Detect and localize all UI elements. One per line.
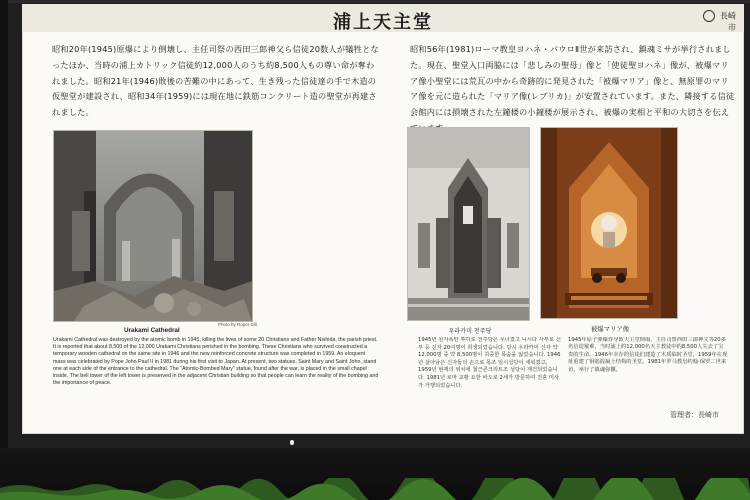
grass xyxy=(0,478,750,500)
english-caption-title: Urakami Cathedral xyxy=(124,327,180,334)
shrine-illustration xyxy=(541,128,677,318)
maria-photo-caption: 被爆マリア像 xyxy=(590,325,630,333)
korean-description: 1945년 원자폭탄 투하로 천주당은 무너졌고 니시다 사부로 신부 등 신자 20여명이 희생되었습니다. 당시 우라카미 신자 약 12,000명 중 약 8,500명이 귀중한 목숨을 잃었습니다. 1946년 살아남은 신자들의 손으로 목조 임시성당이 세워졌고, 1959년 현재의 위치에 철근콘크리트조 성당이 재건되었습니다. 1981년 로마 교황 요한 바오로 2세가 방문하여 진혼 미사가 거행되었습니다. xyxy=(418,337,561,389)
city-logo-text: 長崎市 xyxy=(720,11,736,32)
city-logo xyxy=(698,10,736,32)
altar-photo xyxy=(408,128,529,320)
japanese-text-right: 昭和56年(1981)ローマ教皇ヨハネ・パウロⅡ世が来訪され、鎮魂ミサが挙行されました。現在、聖堂入口両脇には「悲しみの聖母」像と「使徒聖ヨハネ」像が、被爆マリア像小聖堂には荒瓦の中から奇跡的に発見された「被爆マリア」像と、無原罪のマリア像を元に造られた「マリア像(レプリカ)」が安置されています。また、隣接する信徒会館内には損壊された左鐘楼の小鐘楼が展示され、被爆の実相と平和の大切さを伝え xyxy=(410,44,735,118)
chinese-description: 1945年原子弹爆炸导致天主堂倒塌，主任司祭西田三郎神父等20多名信徒罹难，当时浦上约12,000名天主教徒中约8,500人失去了宝贵的生命。1946年幸存的信徒们建造了木质临时圣堂，1959年在现址重建了钢筋混凝土结构的圣堂。1981年罗马教皇约翰·保罗二世来访，举行了镇魂弥撒。 xyxy=(568,337,728,373)
sign-title: 浦上天主堂 xyxy=(333,12,433,33)
title-band xyxy=(22,4,744,32)
japanese-text-left: 昭和20年(1945)原爆により倒壊し、主任司祭の西田三郎神父ら信徒20数人が犠牲となったほか、当時の浦上カトリック信徒約12,000人のうち約8,500人もの尊い命が奪われました。昭和21年(1946)敗後の苦難の中にあって、生き残った信徒達の手で木造の仮聖堂が建設され、昭和34年(1959)には現在地に鉄筋コンクリート造の聖堂が再建されました。 xyxy=(52,44,379,118)
screw xyxy=(290,440,294,445)
maria-shrine-photo xyxy=(541,128,677,318)
ruins-photo xyxy=(54,131,252,321)
korean-photo-caption: 우라카미 천주당 xyxy=(448,328,492,335)
english-description: Urakami Cathedral was destroyed by the atomic bomb in 1945, killing the lives of some 20 Christians and Father Nishida, the parish priest. It is reported that about 8,500 of the 12,000 Urakami Christians perished in the bombing. These Christians who survived constructed a temporary wooden cathedral on the same site in 1946 and the new reinforced concrete structure was completed in 1959. An eloquent mass was celebrated by Pope John Paul II in 1981 during his first visit to Japan. At present, two statues, Saint Mary and Saint John, stand one at each side of the entrance to the cathedral. The "Atomic-Bombed Mary" statue, found after the war, is placed in the small chapel inside. The bell tower of the left tower is preserved in the adjacent Christian building so that people can learn the reality of the bombing and the importance of peace. xyxy=(53,337,379,387)
photo-credit: Photo by Roper Gill xyxy=(218,322,258,327)
altar-illustration xyxy=(408,128,529,320)
ruins-illustration xyxy=(54,131,252,321)
administrator-label: 管理者：長崎市 xyxy=(670,411,719,419)
crest-icon xyxy=(703,10,715,22)
